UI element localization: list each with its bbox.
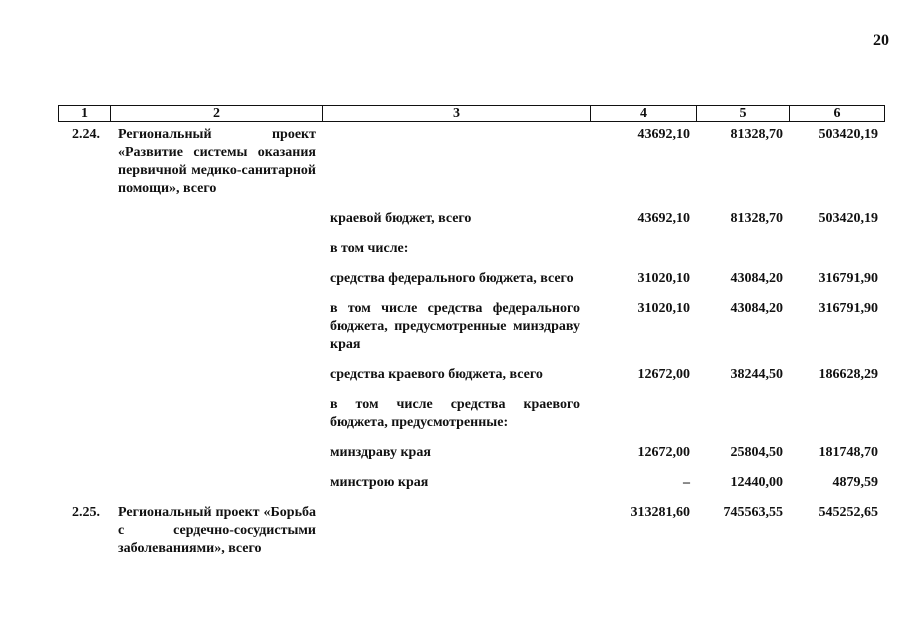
project-name xyxy=(110,474,322,504)
value-col-4: 12672,00 xyxy=(637,367,690,382)
row-number xyxy=(58,396,110,444)
column-number-header xyxy=(58,105,885,122)
row-number: 2.24. xyxy=(72,127,100,142)
funding-source: средства федерального бюджета, всего xyxy=(330,271,574,286)
value-col-6: 4879,59 xyxy=(832,475,878,490)
funding-source: в том числе средства федерального бюджета, предусмотренные минздраву края xyxy=(330,301,580,352)
value-col-5: 745563,55 xyxy=(723,505,783,520)
value-col-5: 81328,70 xyxy=(730,127,783,142)
project-name xyxy=(110,270,322,300)
project-name xyxy=(110,396,322,444)
project-name xyxy=(110,300,322,366)
col-header-6: 6 xyxy=(790,106,885,122)
col-header-3: 3 xyxy=(323,106,591,122)
funding-source: краевой бюджет, всего xyxy=(330,211,472,226)
value-col-5 xyxy=(696,396,789,444)
page-number: 20 xyxy=(873,32,889,49)
col-header-5: 5 xyxy=(697,106,790,122)
value-col-5 xyxy=(696,240,789,270)
col-header-2: 2 xyxy=(111,106,323,122)
value-col-5: 43084,20 xyxy=(730,271,783,286)
col-header-1: 1 xyxy=(59,106,111,122)
table-row xyxy=(58,270,884,300)
value-col-6: 503420,19 xyxy=(818,211,878,226)
value-col-6: 186628,29 xyxy=(818,367,878,382)
table-row xyxy=(58,300,884,366)
value-col-4: 43692,10 xyxy=(637,211,690,226)
funding-source: минстрою края xyxy=(330,475,429,490)
value-col-5: 81328,70 xyxy=(730,211,783,226)
project-name: Региональный проект «Борьба с сердечно-сосудистыми заболеваниями», всего xyxy=(118,505,316,556)
funding-source: в том числе средства краевого бюджета, предусмотренные: xyxy=(330,397,580,430)
value-col-6: 545252,65 xyxy=(818,505,878,520)
budget-table xyxy=(58,122,884,558)
row-number xyxy=(58,444,110,474)
row-number xyxy=(58,270,110,300)
table-row xyxy=(58,240,884,270)
value-col-4 xyxy=(590,396,696,444)
table-row xyxy=(58,122,884,210)
project-name xyxy=(110,444,322,474)
col-header-4: 4 xyxy=(591,106,697,122)
table-row xyxy=(58,474,884,504)
project-name xyxy=(110,366,322,396)
row-number: 2.25. xyxy=(72,505,100,520)
funding-source xyxy=(322,504,590,558)
value-col-4: 31020,10 xyxy=(637,271,690,286)
value-col-6: 503420,19 xyxy=(818,127,878,142)
row-number xyxy=(58,210,110,240)
table-row xyxy=(58,504,884,558)
project-name xyxy=(110,240,322,270)
row-number xyxy=(58,474,110,504)
value-col-6: 316791,90 xyxy=(818,301,878,316)
value-col-5: 25804,50 xyxy=(730,445,783,460)
value-col-6 xyxy=(789,396,884,444)
row-number xyxy=(58,366,110,396)
value-col-4: 313281,60 xyxy=(630,505,690,520)
value-col-6: 181748,70 xyxy=(818,445,878,460)
value-col-4: 31020,10 xyxy=(637,301,690,316)
table-row xyxy=(58,444,884,474)
funding-source xyxy=(322,122,590,210)
table-row xyxy=(58,366,884,396)
funding-source: в том числе: xyxy=(330,241,409,256)
funding-source: минздраву края xyxy=(330,445,431,460)
project-name: Региональный проект «Развитие системы оказания первичной медико-санитарной помощи», всего xyxy=(118,127,316,196)
value-col-6: 316791,90 xyxy=(818,271,878,286)
row-number xyxy=(58,300,110,366)
funding-source: средства краевого бюджета, всего xyxy=(330,367,543,382)
value-col-5: 12440,00 xyxy=(730,475,783,490)
value-col-4: 12672,00 xyxy=(637,445,690,460)
project-name xyxy=(110,210,322,240)
value-col-5: 43084,20 xyxy=(730,301,783,316)
table-row xyxy=(58,210,884,240)
value-col-4 xyxy=(590,240,696,270)
value-col-5: 38244,50 xyxy=(730,367,783,382)
table-row xyxy=(58,396,884,444)
row-number xyxy=(58,240,110,270)
value-col-4: 43692,10 xyxy=(637,127,690,142)
header-row xyxy=(59,106,885,122)
value-col-4: – xyxy=(683,475,690,490)
value-col-6 xyxy=(789,240,884,270)
